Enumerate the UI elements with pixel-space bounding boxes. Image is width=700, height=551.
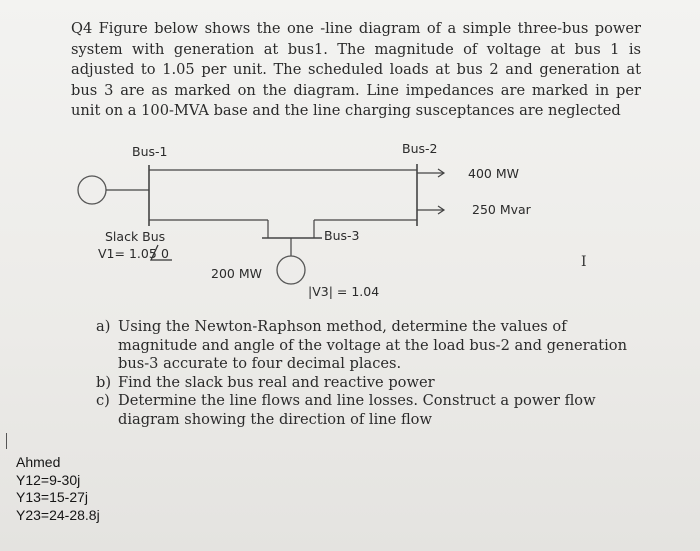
load-p-label: 400 MW [468,166,519,181]
load-q-label: 250 Mvar [472,202,531,217]
slack-bus-label: Slack Bus [105,229,166,244]
part-c-text: Determine the line flows and line losses. Construct a power flow diagram showing the direction of line flow [118,392,596,428]
v1-angle: 0 [161,246,169,261]
v3-label: |V3| = 1.04 [308,284,380,299]
note-y23: Y23=24-28.8j [16,506,100,523]
generator3-symbol [277,256,305,284]
v1-label: V1= 1.05 [98,246,157,261]
gen3-label: 200 MW [211,266,262,281]
part-c [96,392,641,429]
bus3-label: Bus-3 [324,228,360,243]
note-y12: Y12=9-30j [16,471,81,488]
part-a-marker: a) [96,318,111,335]
part-a-text: Using the Newton-Raphson method, determine the values of magnitude and angle of the voltage at the load bus-2 and generation bus-3 accurate to four decimal places. [118,318,627,373]
bus2-label: Bus-2 [402,141,438,156]
generator1-symbol [78,176,106,204]
text-cursor-icon: I [581,254,587,270]
note-y13: Y13=15-27j [16,489,89,505]
note-name: Ahmed [16,454,61,470]
bus1-label: Bus-1 [132,144,168,159]
problem-statement: Q4 Figure below shows the one -line diagram of a simple three-bus power system with generation at bus1. The magnitude of voltage at bus 1 is adjusted to 1.05 per unit. The scheduled loads at bus 2 and generation at bus 3 are as marked on the diagram. Line impedances are marked in per unit on a 100-MVA base and the line charging susceptances are neglected [71,20,641,119]
part-b [96,374,641,393]
part-a [96,318,641,374]
part-b-marker: b) [96,373,112,391]
margin-mark [6,433,7,449]
part-b-text: Find the slack bus real and reactive power [118,373,435,391]
handwritten-note [16,454,100,524]
part-c-marker: c) [96,392,110,410]
question-parts [96,318,641,430]
